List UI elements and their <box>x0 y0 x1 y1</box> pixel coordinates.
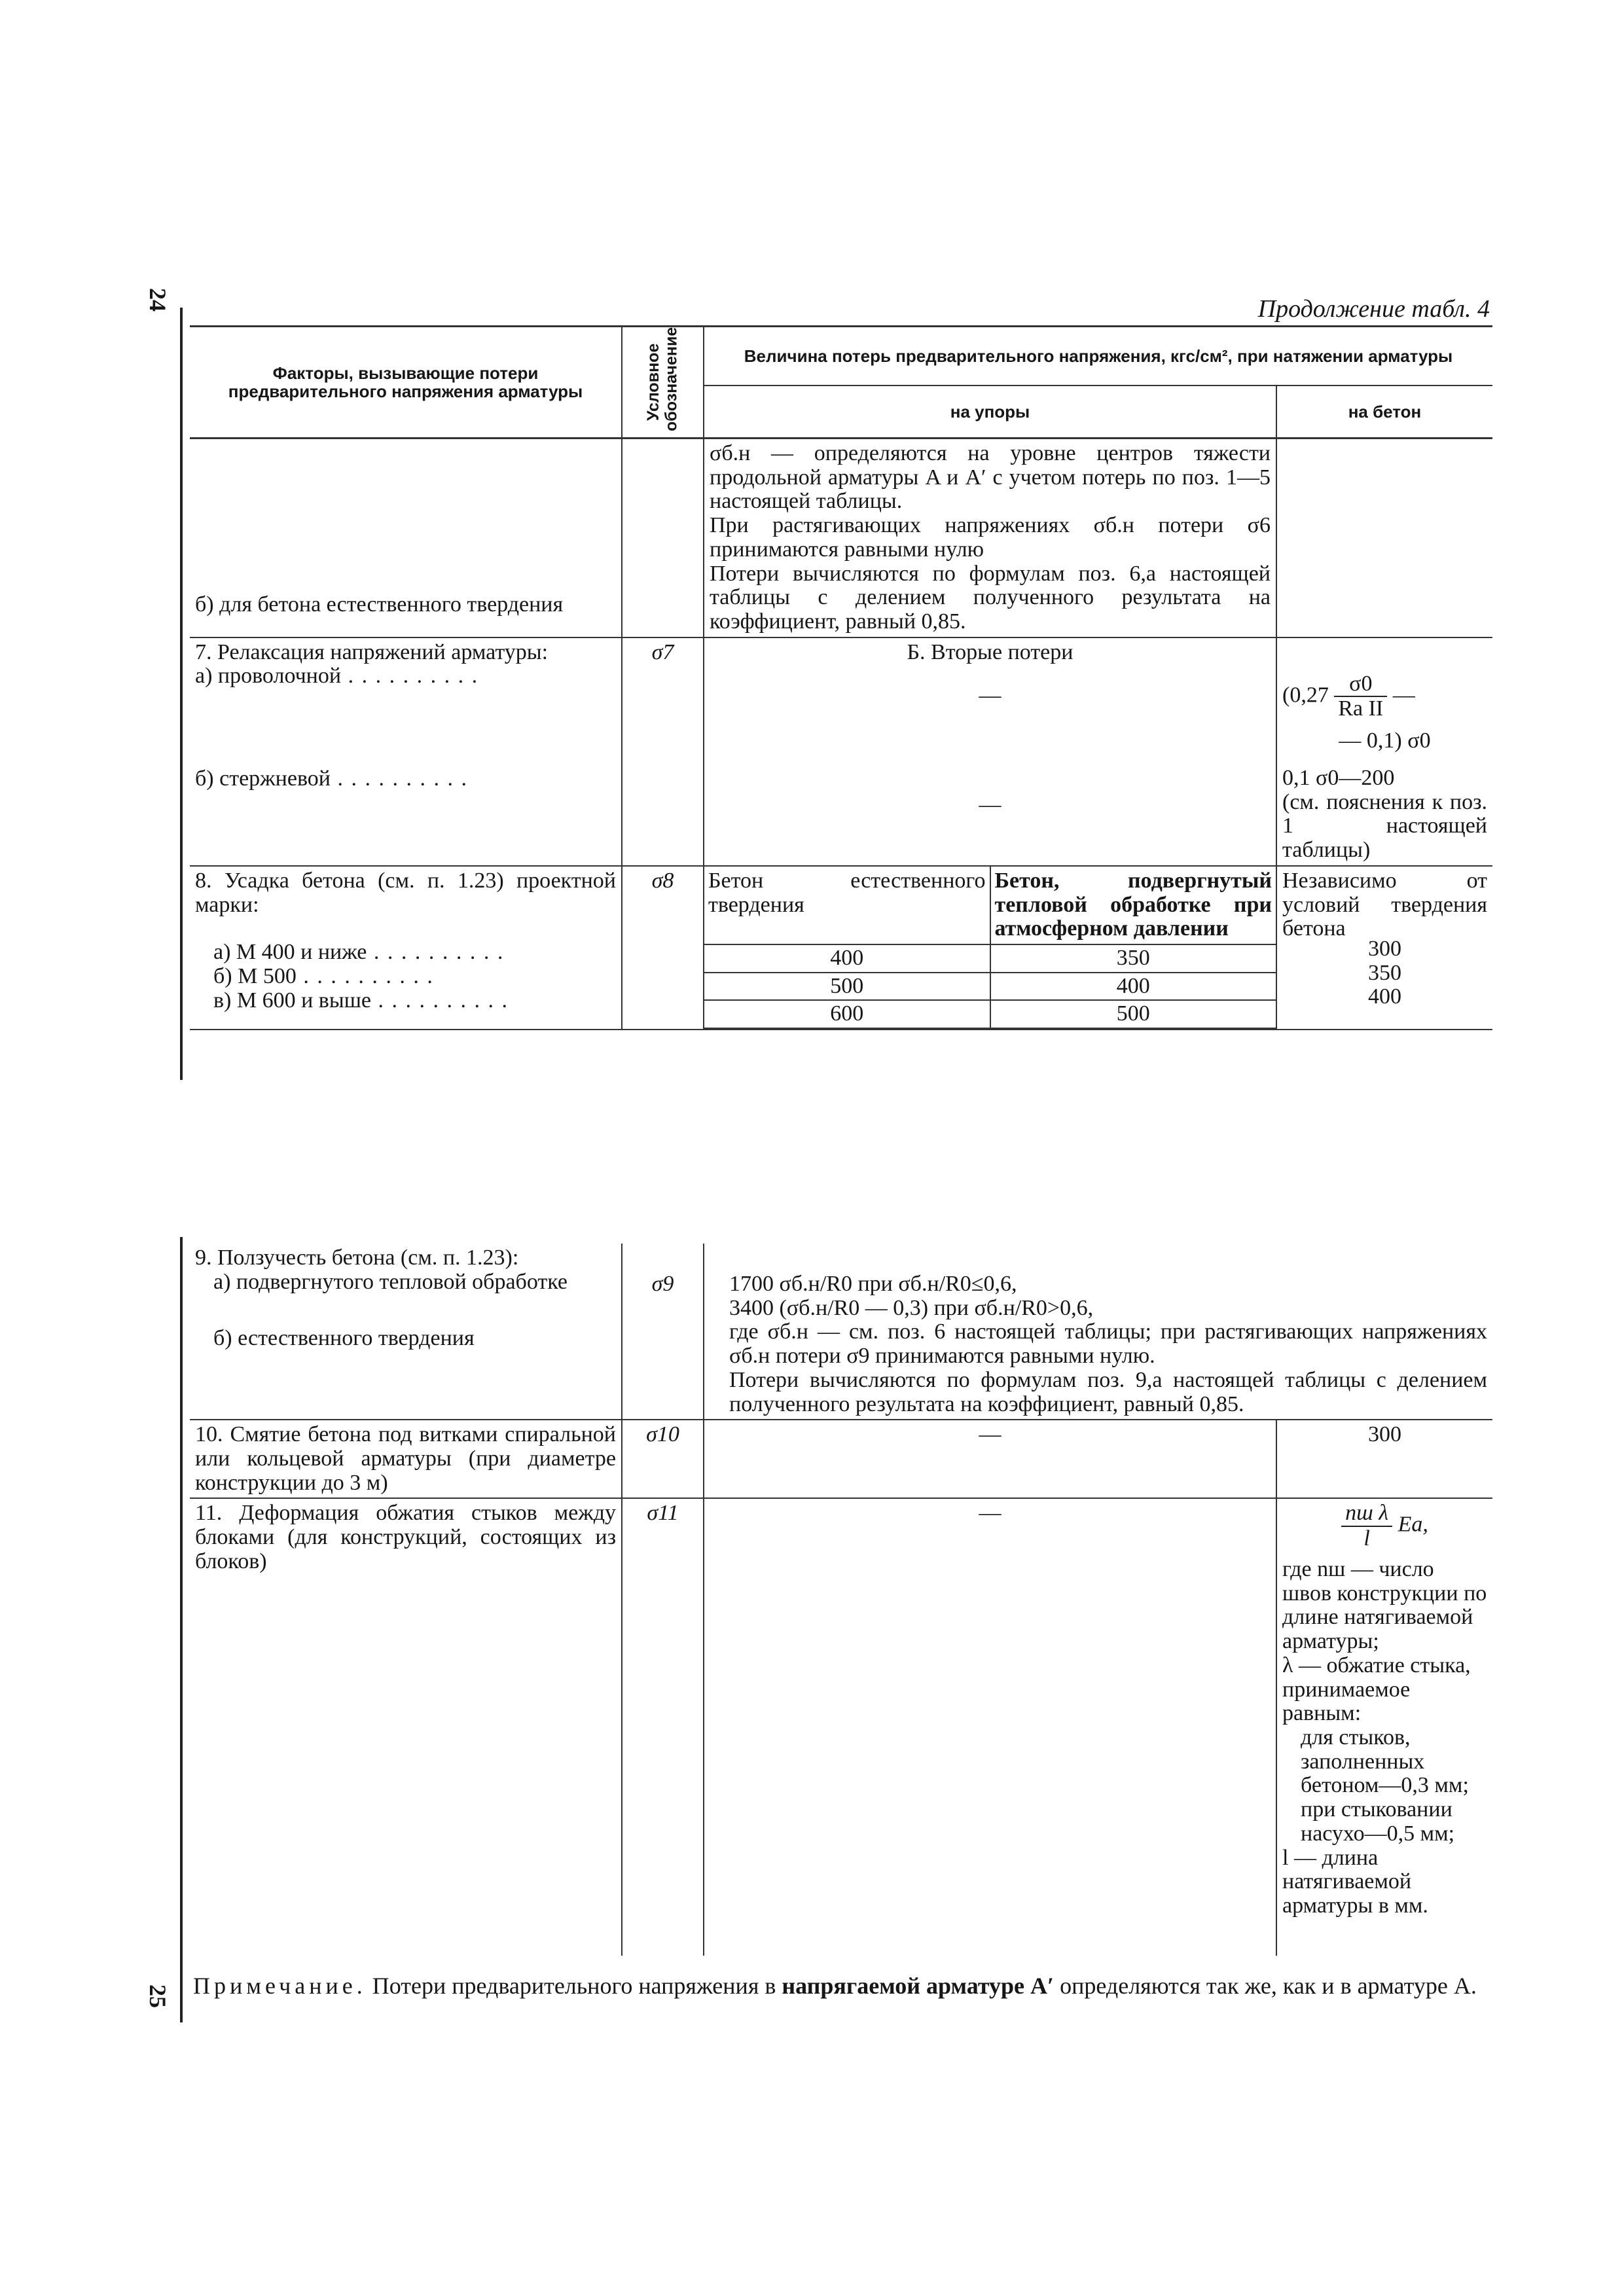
row7-item-b: б) стержневой . . . <box>195 767 616 791</box>
page-number-right: 25 <box>145 1984 171 2008</box>
row9-factor <box>190 1244 622 1420</box>
row7-formula-line2: — 0,1) σ0 <box>1339 728 1431 753</box>
row9-text <box>704 1244 1492 1420</box>
row7-section-title: Б. Вторые потери <box>907 639 1074 664</box>
row11-formula-fraction <box>1341 1501 1392 1551</box>
row9-item-a: а) подвергнутого тепловой обработке <box>213 1269 568 1294</box>
header-on-concrete: на бетон <box>1276 386 1492 439</box>
row11-explain4: при стыковании насухо—0,5 мм; <box>1301 1797 1455 1846</box>
row9-item-b: б) естественного твердения <box>213 1326 475 1351</box>
row7-concrete-b1: 0,1 σ0—200 <box>1282 765 1395 790</box>
row7-formula-tail: — <box>1392 683 1415 708</box>
row6-factor: б) для бетона естественного твердения <box>190 439 622 637</box>
row11-explain5: l — длина натягиваемой арматуры в мм. <box>1282 1845 1428 1918</box>
row11-formula <box>1282 1501 1487 1551</box>
margin-bar-top <box>180 308 183 1080</box>
row11-explain1: где nш — число швов конструкции по длине натягиваемой арматуры; <box>1282 1556 1487 1654</box>
row11-formula-num: nш λ <box>1341 1501 1392 1527</box>
row8-item-label: а) М 400 и ниже . . . <box>195 941 616 965</box>
header-factors: Факторы, вызывающие потери предварительного напряжения арматуры <box>190 327 622 439</box>
row8-value: 350 <box>1368 960 1401 985</box>
row9-symbol: σ9 <box>622 1244 704 1420</box>
row8-value: 300 <box>1368 936 1401 961</box>
note-text2: определяются так же, как и в арматуре A. <box>1060 1973 1477 1999</box>
row8-stops <box>704 866 1276 1030</box>
row8-value: 600 <box>704 1000 990 1028</box>
row8-title: 8. Усадка бетона (см. п. 1.23) проектной марки: <box>195 868 616 917</box>
row9-title: 9. Ползучесть бетона (см. п. 1.23): <box>195 1246 519 1270</box>
note-label: Примечание. <box>193 1973 367 1999</box>
row9-line3: где σб.н — см. поз. 6 настоящей таблицы; при растягивающих напряжениях σб.н потери σ9 принимаются равными нулю. <box>729 1319 1487 1369</box>
row11-stops: — <box>704 1498 1276 1956</box>
row10-factor: 10. Смятие бетона под витками спиральной или кольцевой арматуры (при диаметре конструкции до 3 м) <box>190 1420 622 1498</box>
row6-stops <box>704 439 1276 637</box>
row8-value: 400 <box>990 973 1276 1001</box>
row6-text1: σб.н — определяются на уровне центров тяжести продольной арматуры A и A′ с учетом потерь по поз. 1—5 настоящей таблицы. <box>710 441 1271 514</box>
row8-concrete <box>1276 866 1492 1030</box>
row7-formula-num: σ0 <box>1334 672 1387 698</box>
losses-table-upper <box>190 325 1492 1030</box>
row11-explain3: для стыков, заполненных бетоном—0,3 мм; <box>1301 1725 1469 1798</box>
row8-symbol: σ8 <box>622 866 704 1030</box>
row11-symbol: σ11 <box>622 1498 704 1956</box>
table-caption: Продолжение табл. 4 <box>1257 295 1490 323</box>
row10-stops: — <box>704 1420 1276 1498</box>
row6-concrete <box>1276 439 1492 637</box>
row11-formula-tail: Eа, <box>1398 1512 1428 1537</box>
row7-concrete <box>1276 637 1492 866</box>
row8-value: 500 <box>704 973 990 1001</box>
row9-line2: 3400 (σб.н/R0 — 0,3) при σб.н/R0>0,6, <box>729 1295 1094 1320</box>
header-on-stops: на упоры <box>704 386 1276 439</box>
row8-item-label: б) М 500 . . . <box>195 965 616 989</box>
row8-col3-head: Независимо от условий твердения бетона <box>1282 868 1487 941</box>
header-symbol: Условное обозначение <box>644 327 681 431</box>
row10-concrete: 300 <box>1276 1420 1492 1498</box>
row8-value: 400 <box>1368 984 1401 1009</box>
row8-value: 500 <box>990 1000 1276 1028</box>
row11-explain2: λ — обжатие стыка, принимаемое равным: <box>1282 1653 1471 1726</box>
row7-dash-a: — <box>979 683 1001 708</box>
row7-stops <box>704 637 1276 866</box>
row11-formula-den: l <box>1363 1526 1370 1551</box>
row8-subtable <box>704 867 1276 1029</box>
row7-formula-lead: (0,27 <box>1282 683 1329 708</box>
row7-concrete-b2: (см. пояснения к поз. 1 настоящей таблицы) <box>1282 789 1487 863</box>
row7-formula-den: Rа II <box>1338 696 1384 721</box>
row8-value: 350 <box>990 944 1276 973</box>
row7-formula-a <box>1282 672 1487 721</box>
row6-text2: При растягивающих напряжениях σб.н потери σ6 принимаются равными нулю <box>710 513 1271 562</box>
row11-factor: 11. Деформация обжатия стыков между блоками (для конструкций, состоящих из блоков) <box>190 1498 622 1956</box>
row8-item-label: в) М 600 и выше . . . <box>195 989 616 1013</box>
table-note <box>193 1971 1496 2001</box>
row8-factor <box>190 866 622 1030</box>
row6-symbol <box>622 439 704 637</box>
row8-col2-head: Бетон, подвергнутый тепловой обработке при атмосферном давлении <box>990 867 1276 944</box>
header-magnitude: Величина потерь предварительного напряжения, кгс/см², при натяжении арматуры <box>704 327 1492 386</box>
margin-bar-bottom <box>180 1237 183 2022</box>
page-number-left: 24 <box>145 288 171 312</box>
row8-value: 400 <box>704 944 990 973</box>
row11-concrete <box>1276 1498 1492 1956</box>
row9-line4: Потери вычисляются по формулам поз. 9,а настоящей таблицы с делением полученного результата на коэффициент, равный 0,85. <box>729 1367 1487 1416</box>
note-bold: напрягаемой арматуре A′ <box>782 1973 1055 1999</box>
note-text1: Потери предварительного напряжения в <box>372 1973 776 1999</box>
row6-text3: Потери вычисляются по формулам поз. 6,а настоящей таблицы с делением полученного результата на коэффициент, равный 0,85. <box>710 561 1271 634</box>
row7-symbol: σ7 <box>622 637 704 866</box>
row7-item-a: а) проволочной . . . <box>195 664 616 689</box>
row7-formula-fraction <box>1334 672 1387 721</box>
row9-line1: 1700 σб.н/R0 при σб.н/R0≤0,6, <box>729 1272 1017 1296</box>
row10-symbol: σ10 <box>622 1420 704 1498</box>
losses-table-lower <box>190 1244 1492 1956</box>
row7-dash-b: — <box>979 793 1001 817</box>
row8-col1-head: Бетон естественного твердения <box>704 867 990 944</box>
row7-title: 7. Релаксация напряжений арматуры: <box>195 639 549 664</box>
row7-factor <box>190 637 622 866</box>
header-symbol-cell <box>622 327 704 439</box>
